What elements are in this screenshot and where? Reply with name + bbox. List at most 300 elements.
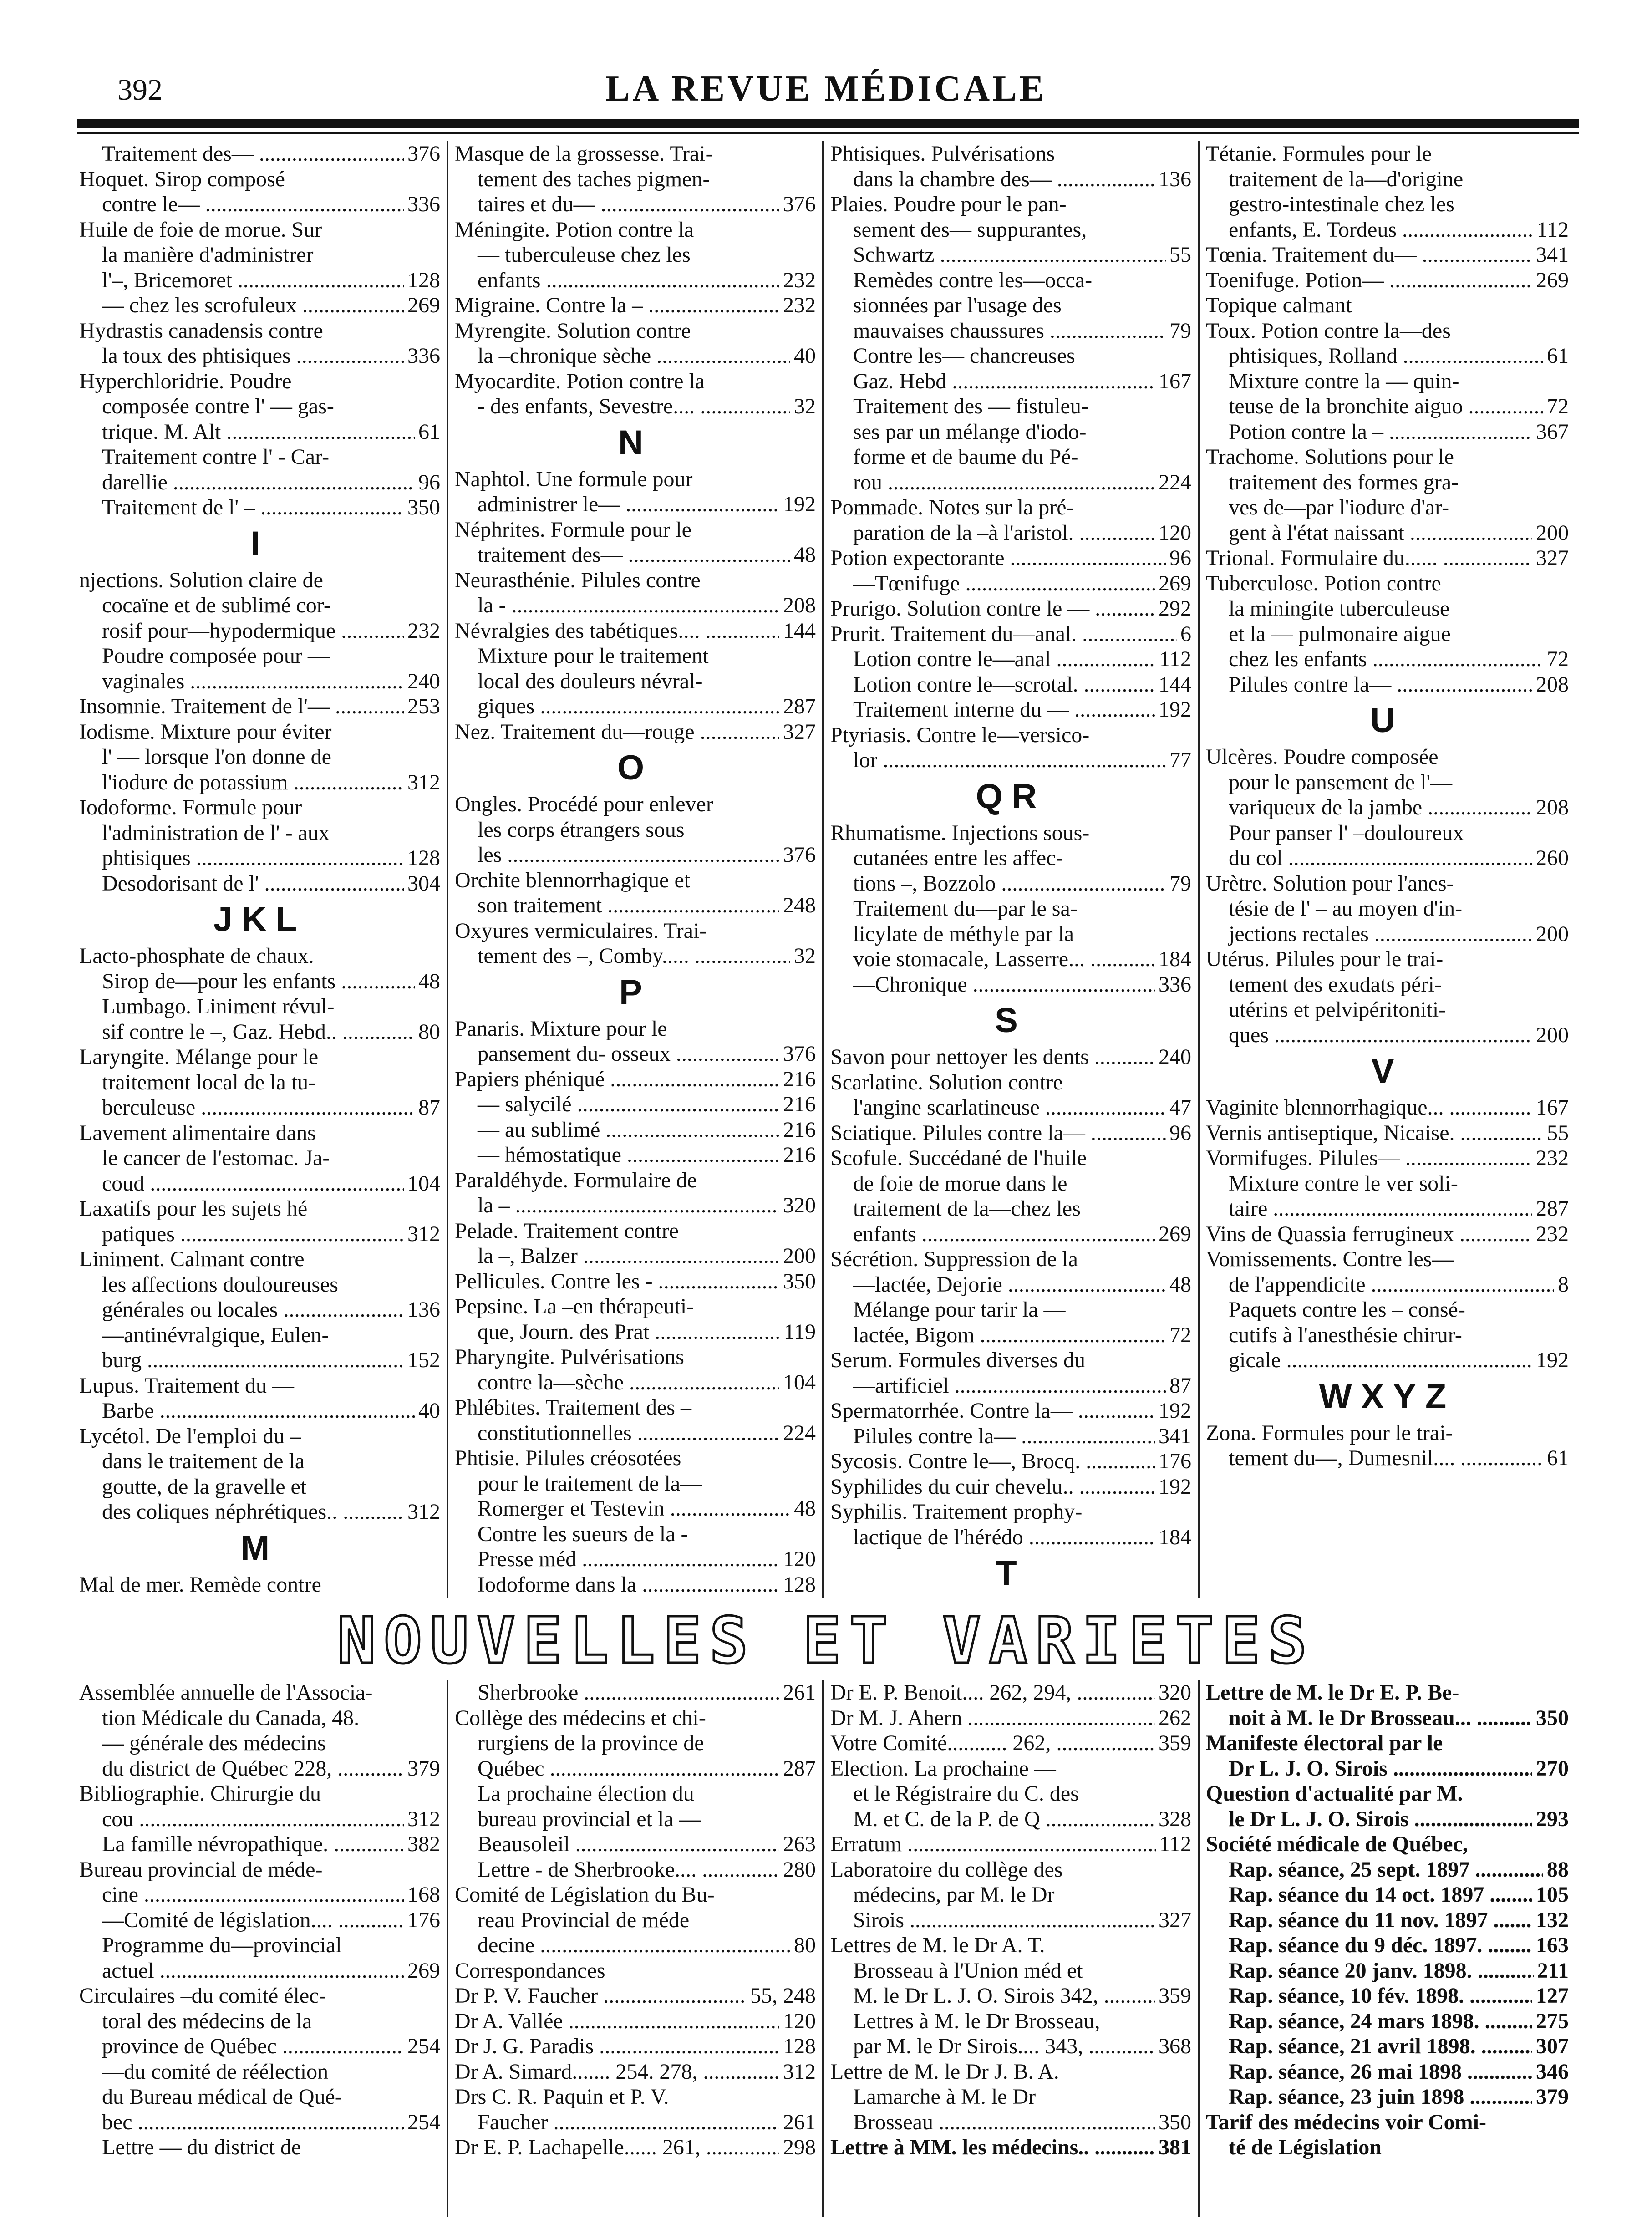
entry-page-number <box>812 2084 816 2110</box>
index-entry <box>1206 1095 1569 1120</box>
entry-text: —artificiel ..... <box>830 1373 1166 1399</box>
entry-page-number <box>1565 470 1569 495</box>
entry-page-number <box>437 568 440 593</box>
index-entry <box>455 1067 816 1092</box>
index-entry <box>830 495 1191 520</box>
index-entry <box>830 1680 1191 1705</box>
entry-text: enfants ..... <box>455 268 779 293</box>
entry-text: Panaris. Mixture pour le <box>455 1016 667 1041</box>
entry-page-number <box>812 318 816 344</box>
entry-text: Trional. Formulaire du...... ..... <box>1206 545 1532 571</box>
index-entry <box>830 1272 1191 1298</box>
entry-text: —du comité de réélection <box>102 2059 329 2084</box>
entry-page-number: 304 <box>407 871 440 896</box>
index-letter-heading: JKL <box>213 900 306 939</box>
entry-text: traitement des formes gra- <box>1229 470 1459 494</box>
index-entry <box>1206 1348 1569 1373</box>
entry-text: le Dr L. J. O. Sirois ..... <box>1206 1807 1532 1832</box>
entry-text: Savon pour nettoyer les dents ..... <box>830 1044 1155 1070</box>
index-entry <box>830 545 1191 571</box>
index-entry <box>830 520 1191 546</box>
index-entry <box>830 1070 1191 1095</box>
entry-page-number: 293 <box>1536 1807 1569 1831</box>
index-entry <box>1206 318 1569 344</box>
index-entry <box>79 845 440 871</box>
index-entry <box>455 1016 816 1042</box>
entry-text: taire ..... <box>1206 1196 1532 1221</box>
index-entry <box>1206 896 1569 921</box>
index-entry <box>830 419 1191 445</box>
index-bottom-columns <box>73 1680 1575 2217</box>
entry-page-number: 240 <box>407 669 440 693</box>
index-entry <box>1206 795 1569 820</box>
entry-page-number: 40 <box>418 1399 440 1423</box>
index-entry <box>830 896 1191 921</box>
index-entry <box>1206 470 1569 495</box>
entry-page-number <box>437 643 440 669</box>
entry-page-number <box>1188 1070 1191 1095</box>
entry-page-number <box>437 1424 440 1449</box>
entry-page-number <box>812 467 816 492</box>
entry-text: Urètre. Solution pour l'anes- <box>1206 871 1454 896</box>
entry-text: — hémostatique ..... <box>455 1142 779 1168</box>
entry-page-number <box>1565 596 1569 621</box>
index-entry <box>830 1171 1191 1196</box>
entry-page-number <box>1188 293 1191 318</box>
entry-page-number <box>437 167 440 192</box>
entry-text: Pilules contre la— ..... <box>1206 672 1532 697</box>
index-entry <box>455 1547 816 1572</box>
index-entry <box>830 1730 1191 1756</box>
entry-text: pour le traitement de la— <box>478 1471 702 1496</box>
entry-page-number: 287 <box>1536 1196 1569 1221</box>
index-entry <box>455 242 816 268</box>
entry-page-number: 192 <box>1159 1399 1191 1423</box>
entry-text <box>79 1597 415 1598</box>
index-entry <box>1206 1680 1569 1705</box>
entry-page-number <box>437 2009 440 2034</box>
entry-page-number <box>1565 571 1569 596</box>
entry-text: la - ..... <box>455 593 779 618</box>
index-entry <box>1206 141 1569 167</box>
entry-page-number: 261 <box>783 2110 816 2134</box>
entry-text: Traitement du—par le sa- <box>853 896 1078 921</box>
entry-page-number <box>1188 394 1191 419</box>
entry-page-number: 312 <box>407 1500 440 1524</box>
index-entry <box>455 1269 816 1294</box>
index-entry <box>455 1730 816 1756</box>
index-entry <box>455 1496 816 1522</box>
entry-text: contre le— ..... <box>79 192 404 217</box>
entry-text: teuse de la bronchite aiguo ..... <box>1206 394 1543 419</box>
entry-text: mauvaises chaussures ..... <box>830 318 1166 344</box>
entry-page-number: 381 <box>1159 2135 1191 2159</box>
entry-text: Mal de mer. Remède contre <box>79 1572 321 1597</box>
entry-text: tésie de l' – au moyen d'in- <box>1229 896 1463 921</box>
entry-text: Oxyures vermiculaires. Trai- <box>455 918 707 943</box>
entry-text: Lycétol. De l'emploi du – <box>79 1424 301 1448</box>
entry-text: Question d'actualité par M. <box>1206 1781 1463 1806</box>
entry-page-number: 96 <box>418 470 440 494</box>
entry-page-number <box>1565 1832 1569 1857</box>
entry-text: Dr L. J. O. Sirois ..... <box>1206 1756 1532 1781</box>
index-entry <box>830 1756 1191 1781</box>
entry-text: berculeuse ..... <box>79 1095 415 1120</box>
entry-page-number <box>1565 972 1569 997</box>
entry-page-number <box>437 2135 440 2160</box>
entry-page-number: 152 <box>407 1348 440 1372</box>
entry-text: Sycosis. Contre le—, Brocq. ..... <box>830 1449 1155 1474</box>
index-entry <box>455 893 816 918</box>
index-entry <box>79 2110 440 2135</box>
entry-text: Vernis antiseptique, Nicaise. ..... <box>1206 1120 1543 1146</box>
index-entry <box>79 217 440 243</box>
entry-text: sement des— suppurantes, <box>853 217 1087 242</box>
index-entry <box>1206 596 1569 621</box>
entry-page-number <box>1188 1196 1191 1221</box>
entry-text: Hyperchloridrie. Poudre <box>79 369 292 393</box>
entry-text: Sciatique. Pilules contre la— ..... <box>830 1120 1166 1146</box>
entry-text: la toux des phtisiques ..... <box>79 343 404 369</box>
index-entry <box>1206 1857 1569 1883</box>
entry-text: Votre Comité........... 262, ..... <box>830 1730 1155 1756</box>
entry-text: Bibliographie. Chirurgie du <box>79 1781 321 1806</box>
index-entry <box>830 268 1191 293</box>
index-entry <box>1206 770 1569 795</box>
entry-text: phtisiques, Rolland ..... <box>1206 343 1543 369</box>
entry-text: Circulaires –du comité élec- <box>79 1984 326 2008</box>
index-entry <box>1206 1420 1569 1446</box>
entry-page-number: 112 <box>1159 647 1191 671</box>
index-entry <box>79 1933 440 1958</box>
entry-text: toral des médecins de la <box>102 2009 312 2033</box>
entry-text: Prurit. Traitement du—anal. ..... <box>830 621 1177 647</box>
index-entry <box>1206 343 1569 369</box>
entry-text: enfants ..... <box>830 1221 1155 1247</box>
entry-page-number <box>437 1044 440 1070</box>
index-entry <box>1206 672 1569 697</box>
entry-page-number: 200 <box>1536 520 1569 545</box>
index-entry <box>830 1525 1191 1550</box>
entry-text: Lacto-phosphate de chaux. <box>79 944 314 968</box>
entry-text: dans le traitement de la <box>102 1449 305 1473</box>
index-entry <box>455 167 816 192</box>
entry-text: Mixture contre la — quin- <box>1229 369 1459 393</box>
entry-text: Rap. séance, 24 mars 1898. ..... <box>1206 2009 1532 2034</box>
entry-text: Manifeste électoral par le <box>1206 1731 1443 1755</box>
entry-page-number: 254 <box>407 2034 440 2058</box>
entry-page-number: 350 <box>783 1269 816 1293</box>
entry-page-number <box>1188 921 1191 947</box>
entry-page-number <box>1565 1247 1569 1272</box>
index-entry <box>1206 394 1569 419</box>
entry-page-number: 32 <box>794 944 816 968</box>
entry-text: voie stomacale, Lasserre... ..... <box>830 947 1155 972</box>
index-entry <box>830 369 1191 394</box>
entry-text: Sécrétion. Suppression de la <box>830 1247 1078 1271</box>
entry-text: Beausoleil ..... <box>455 1832 779 1857</box>
index-entry <box>830 748 1191 773</box>
entry-page-number: 48 <box>794 1496 816 1521</box>
entry-page-number <box>812 1908 816 1933</box>
entry-page-number <box>812 242 816 268</box>
entry-text: decine ..... <box>455 1933 790 1958</box>
index-letter-heading: I <box>250 524 269 563</box>
entry-page-number <box>437 242 440 268</box>
entry-page-number: 376 <box>783 843 816 867</box>
entry-page-number <box>437 1070 440 1095</box>
entry-text: contre la—sèche ..... <box>455 1370 779 1395</box>
entry-page-number <box>437 1373 440 1399</box>
index-entry <box>455 1193 816 1218</box>
entry-page-number: 47 <box>1169 1095 1191 1120</box>
entry-text: Bureau provincial de méde- <box>79 1857 323 1882</box>
entry-text: dans la chambre des— ..... <box>830 167 1155 192</box>
index-entry <box>79 1832 440 1857</box>
entry-text: Lettre de M. le Dr J. B. A. <box>830 2059 1059 2084</box>
entry-page-number: 192 <box>783 492 816 516</box>
index-entry <box>830 947 1191 972</box>
index-entry <box>830 672 1191 697</box>
index-entry <box>79 1145 440 1171</box>
entry-page-number: 216 <box>783 1117 816 1142</box>
index-entry <box>79 1958 440 1984</box>
entry-page-number: 55 <box>1547 1120 1569 1145</box>
index-entry <box>79 2059 440 2085</box>
index-entry <box>79 167 440 192</box>
index-entry <box>79 1572 440 1598</box>
entry-text: composée contre l' — gas- <box>102 394 334 418</box>
index-entry <box>1206 1272 1569 1298</box>
entry-page-number <box>812 1445 816 1471</box>
entry-text: Lettres à M. le Dr Brosseau, <box>853 2009 1100 2033</box>
entry-text: Lumbago. Liniment révul- <box>102 994 335 1018</box>
entry-text: Pelade. Traitement contre <box>455 1218 679 1243</box>
entry-page-number <box>1565 495 1569 520</box>
entry-text: patiques ..... <box>79 1221 404 1247</box>
entry-page-number: 105 <box>1536 1883 1569 1907</box>
entry-page-number: 253 <box>407 694 440 718</box>
entry-page-number <box>1565 293 1569 318</box>
entry-text: bec ..... <box>79 2110 404 2135</box>
entry-page-number: 240 <box>1159 1045 1191 1069</box>
index-entry <box>455 1781 816 1807</box>
entry-page-number <box>812 643 816 669</box>
index-entry <box>79 242 440 268</box>
index-entry <box>830 242 1191 268</box>
entry-text: Drs C. R. Paquin et P. V. <box>455 2085 669 2109</box>
entry-text: Lupus. Traitement du — <box>79 1373 295 1398</box>
index-entry <box>1206 1705 1569 1731</box>
entry-text: traitement de la—d'origine <box>1229 167 1464 191</box>
entry-page-number: 298 <box>783 2135 816 2159</box>
entry-page-number <box>1188 495 1191 520</box>
entry-text: Utérus. Pilules pour le trai- <box>1206 947 1444 971</box>
entry-text: coud ..... <box>79 1171 404 1196</box>
entry-page-number: 112 <box>1159 1832 1191 1856</box>
index-entry <box>1206 419 1569 445</box>
index-entry <box>1206 444 1569 470</box>
index-entry <box>1206 2009 1569 2034</box>
index-entry <box>830 1933 1191 1958</box>
entry-text: Faucher ..... <box>455 2110 779 2135</box>
entry-text: tion Médicale du Canada, 48. <box>102 1705 360 1730</box>
entry-page-number <box>1565 167 1569 192</box>
index-entry <box>1206 217 1569 243</box>
entry-page-number <box>812 167 816 192</box>
index-letter-heading: WXYZ <box>1319 1377 1456 1416</box>
index-entry <box>455 318 816 344</box>
entry-page-number <box>437 1449 440 1474</box>
index-entry <box>830 192 1191 217</box>
entry-text: Plaies. Poudre pour le pan- <box>830 192 1067 216</box>
index-entry <box>1206 167 1569 192</box>
entry-page-number: 224 <box>1159 470 1191 494</box>
entry-text: giques ..... <box>455 694 779 719</box>
entry-text: Iodoforme dans la ..... <box>455 1572 779 1598</box>
index-entry <box>455 694 816 719</box>
index-entry <box>830 646 1191 672</box>
entry-text: la –, Balzer ..... <box>455 1243 779 1269</box>
entry-page-number: 128 <box>407 268 440 292</box>
entry-text: Tétanie. Formules pour le <box>1206 142 1432 166</box>
entry-text: Dr A. Vallée ..... <box>455 2009 779 2034</box>
index-entry <box>79 1705 440 1731</box>
entry-text: Rap. séance, 23 juin 1898 ..... <box>1206 2084 1532 2110</box>
entry-page-number: 168 <box>407 1883 440 1907</box>
index-entry <box>830 1857 1191 1883</box>
entry-page-number: 120 <box>783 1547 816 1571</box>
entry-text: Traitement de l' – ..... <box>79 495 404 520</box>
entry-text: — chez les scrofuleux ..... <box>79 293 404 318</box>
entry-text: gestro-intestinale chez les <box>1229 192 1454 216</box>
entry-page-number <box>1188 820 1191 846</box>
entry-page-number <box>437 1933 440 1958</box>
entry-page-number: 6 <box>1180 621 1191 646</box>
index-entry <box>79 820 440 846</box>
index-entry <box>1206 1323 1569 1348</box>
index-entry <box>830 1095 1191 1120</box>
entry-page-number: 144 <box>1159 672 1191 697</box>
entry-page-number: 307 <box>1536 2034 1569 2058</box>
entry-text: Névralgies des tabétiques.... ..... <box>455 618 779 644</box>
index-entry <box>79 1908 440 1933</box>
entry-page-number <box>1188 217 1191 243</box>
entry-page-number <box>1188 419 1191 445</box>
index-entry <box>1206 1756 1569 1781</box>
index-entry <box>79 618 440 644</box>
entry-text: traitement de la—chez les <box>853 1196 1081 1221</box>
entry-text: Serum. Formules diverses du <box>830 1348 1085 1372</box>
index-entry <box>79 419 440 445</box>
entry-text: sionnées par l'usage des <box>853 293 1062 317</box>
index-entry <box>79 943 440 969</box>
entry-text: noit à M. le Dr Brosseau... ..... <box>1206 1705 1532 1731</box>
index-entry <box>455 669 816 694</box>
index-entry <box>455 369 816 394</box>
entry-text: Lettre - de Sherbrooke.... ..... <box>455 1857 779 1883</box>
index-entry <box>455 542 816 568</box>
entry-page-number: 80 <box>794 1933 816 1957</box>
entry-page-number: 184 <box>1159 947 1191 971</box>
entry-page-number: 208 <box>1536 672 1569 697</box>
index-entry <box>79 994 440 1019</box>
entry-page-number <box>1565 1680 1569 1705</box>
index-entry <box>455 1344 816 1370</box>
entry-page-number: 163 <box>1536 1933 1569 1957</box>
entry-text <box>830 1597 1155 1598</box>
entry-text: de l'appendicite ..... <box>1206 1272 1554 1298</box>
index-entry <box>1206 192 1569 217</box>
header-rule-thick <box>77 119 1579 128</box>
index-entry <box>79 192 440 217</box>
entry-text: Contre les— chancreuses <box>853 344 1075 368</box>
index-entry <box>455 1983 816 2009</box>
entry-page-number <box>812 1168 816 1193</box>
entry-text: reau Provincial de méde <box>478 1908 690 1932</box>
entry-text: rou ..... <box>830 470 1155 495</box>
entry-page-number: 55, 248 <box>750 1984 816 2008</box>
entry-text: Rap. séance 20 janv. 1898. ..... <box>1206 1958 1534 1984</box>
entry-page-number <box>437 1781 440 1807</box>
index-entry <box>455 1933 816 1958</box>
index-entry <box>79 2135 440 2160</box>
entry-text: Brosseau à l'Union méd et <box>853 1958 1083 1983</box>
entry-text: tement des taches pigmen- <box>478 167 710 191</box>
entry-page-number: 287 <box>783 1756 816 1781</box>
entry-page-number <box>437 1680 440 1705</box>
index-letter-heading: O <box>617 748 654 787</box>
entry-text: — au sublimé ..... <box>455 1117 779 1143</box>
entry-page-number <box>1188 896 1191 921</box>
entry-page-number <box>1188 192 1191 217</box>
index-entry <box>1206 2110 1569 2135</box>
entry-text: Lettre à MM. les médecins.. ..... <box>830 2135 1155 2160</box>
entry-page-number: 61 <box>1547 1446 1569 1470</box>
entry-text: Masque de la grossesse. Trai- <box>455 142 713 166</box>
index-entry <box>455 141 816 167</box>
entry-text: Hydrastis canadensis contre <box>79 318 323 343</box>
entry-text: lor ..... <box>830 748 1166 773</box>
index-entry <box>830 596 1191 621</box>
entry-page-number: 211 <box>1537 1958 1569 1983</box>
entry-text: —Tœnifuge ..... <box>830 571 1155 596</box>
index-entry <box>1206 520 1569 546</box>
entry-text: Dr E. P. Benoit.... 262, 294, ..... <box>830 1680 1155 1705</box>
index-entry <box>455 1680 816 1705</box>
index-entry <box>79 1474 440 1500</box>
entry-text: cou ..... <box>79 1807 404 1832</box>
entry-text: Orchite blennorrhagique et <box>455 868 691 892</box>
entry-page-number: 79 <box>1169 318 1191 343</box>
entry-page-number <box>812 1016 816 1042</box>
index-entry <box>79 1807 440 1832</box>
index-entry <box>830 1597 1191 1598</box>
index-entry <box>455 2034 816 2059</box>
index-entry <box>79 593 440 618</box>
page-number: 392 <box>117 73 163 107</box>
entry-page-number <box>1565 744 1569 770</box>
index-entry <box>830 2034 1191 2059</box>
entry-text: Presse méd ..... <box>455 1547 779 1572</box>
index-entry <box>79 318 440 344</box>
entry-text: La famille névropathique. ..... <box>79 1832 404 1857</box>
index-entry <box>830 1196 1191 1221</box>
entry-text: —Chronique ..... <box>830 972 1155 997</box>
entry-text: Laboratoire du collège des <box>830 1857 1063 1882</box>
entry-text: Election. La prochaine — <box>830 1756 1056 1781</box>
entry-page-number <box>812 1522 816 1547</box>
